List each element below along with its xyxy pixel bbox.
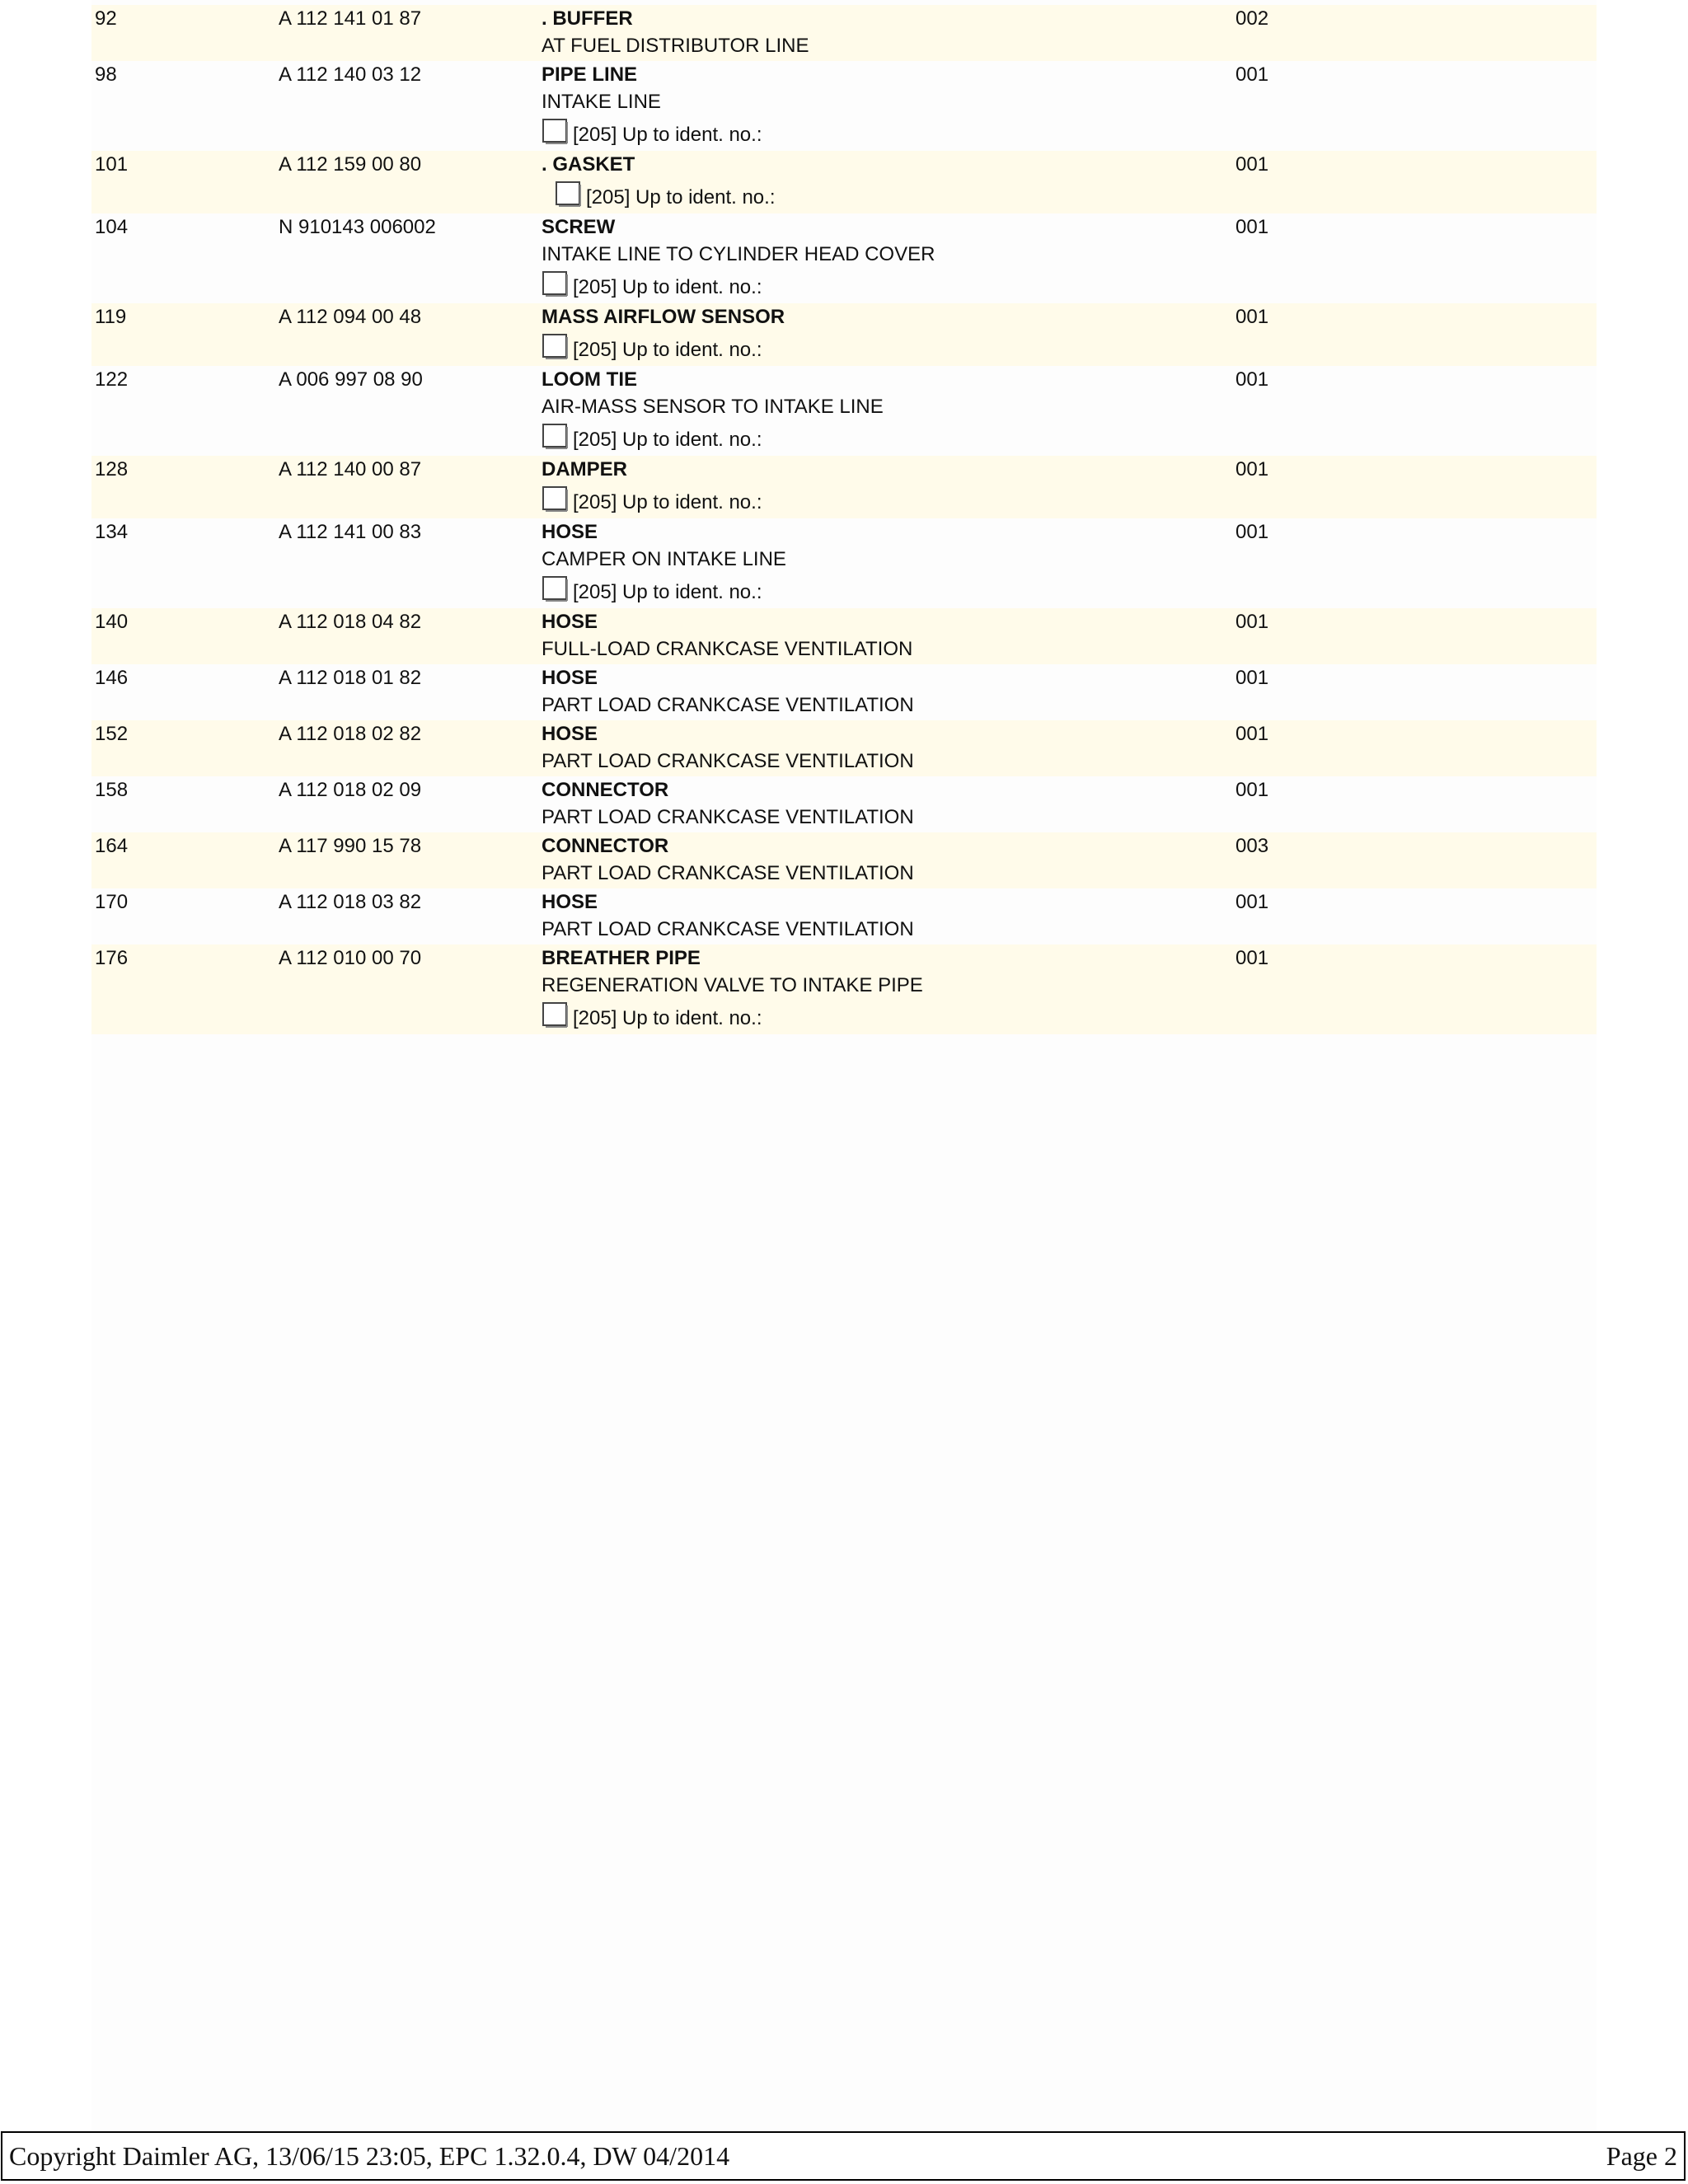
part-title: . BUFFER	[542, 7, 633, 30]
part-number: A 112 018 02 82	[279, 723, 422, 745]
part-subtitle: AIR-MASS SENSOR TO INTAKE LINE	[542, 396, 884, 418]
part-description	[542, 151, 776, 211]
footnote-text: [205] Up to ident. no.:	[573, 581, 762, 603]
quantity: 001	[1236, 779, 1269, 801]
footnote-icon[interactable]	[542, 118, 570, 145]
part-number: A 112 018 01 82	[279, 667, 422, 689]
parts-row	[91, 888, 1597, 944]
page-number: Page 2	[1606, 2141, 1677, 2171]
part-title: CONNECTOR	[542, 779, 669, 801]
part-title: . GASKET	[542, 153, 635, 176]
parts-row	[91, 608, 1597, 664]
position-number: 134	[95, 521, 129, 543]
position-number: 152	[95, 723, 129, 745]
position-number: 92	[95, 7, 117, 30]
parts-row	[91, 151, 1597, 213]
part-number: A 112 010 00 70	[279, 947, 422, 969]
quantity: 002	[1236, 7, 1269, 30]
footnote-reference[interactable]	[542, 178, 776, 211]
part-description	[542, 944, 923, 1032]
part-title: HOSE	[542, 891, 598, 913]
footnote-text: [205] Up to ident. no.:	[573, 491, 762, 513]
part-subtitle: PART LOAD CRANKCASE VENTILATION	[542, 694, 914, 716]
quantity: 001	[1236, 458, 1269, 480]
part-title: SCREW	[542, 216, 616, 238]
position-number: 146	[95, 667, 129, 689]
position-number: 140	[95, 611, 129, 633]
footnote-icon[interactable]	[542, 423, 570, 450]
parts-row	[91, 213, 1597, 303]
footnote-icon[interactable]	[542, 1001, 570, 1029]
part-title: HOSE	[542, 521, 598, 543]
footnote-icon[interactable]	[555, 180, 583, 208]
part-title: DAMPER	[542, 458, 628, 480]
position-number: 98	[95, 63, 117, 86]
part-number: A 112 159 00 80	[279, 153, 422, 176]
position-number: 119	[95, 306, 127, 328]
position-number: 164	[95, 835, 129, 857]
footnote-text: [205] Up to ident. no.:	[573, 1007, 762, 1029]
part-number: A 112 141 00 83	[279, 521, 422, 543]
part-subtitle: PART LOAD CRANKCASE VENTILATION	[542, 862, 914, 884]
footnote-text: [205] Up to ident. no.:	[573, 429, 762, 451]
part-number: A 112 018 03 82	[279, 891, 422, 913]
part-subtitle: FULL-LOAD CRANKCASE VENTILATION	[542, 638, 913, 660]
quantity: 001	[1236, 368, 1269, 391]
part-description	[542, 61, 762, 148]
part-title: MASS AIRFLOW SENSOR	[542, 306, 785, 328]
part-subtitle: AT FUEL DISTRIBUTOR LINE	[542, 35, 809, 57]
position-number: 170	[95, 891, 129, 913]
position-number: 101	[95, 153, 129, 176]
parts-row	[91, 518, 1597, 608]
parts-row	[91, 303, 1597, 366]
part-subtitle: PART LOAD CRANKCASE VENTILATION	[542, 806, 914, 828]
quantity: 001	[1236, 306, 1269, 328]
part-number: A 112 140 03 12	[279, 63, 422, 86]
quantity: 001	[1236, 947, 1269, 969]
copyright-text: Copyright Daimler AG, 13/06/15 23:05, EPC 1.32.0.4, DW 04/2014	[9, 2141, 730, 2171]
part-description	[542, 518, 786, 606]
footnote-text: [205] Up to ident. no.:	[573, 124, 762, 146]
parts-row	[91, 720, 1597, 776]
part-description	[542, 776, 914, 831]
footnote-icon[interactable]	[542, 485, 570, 513]
part-number: A 112 018 04 82	[279, 611, 422, 633]
quantity: 001	[1236, 153, 1269, 176]
part-description	[542, 303, 785, 363]
footnote-reference[interactable]	[542, 483, 762, 516]
part-number: A 006 997 08 90	[279, 368, 423, 391]
quantity: 001	[1236, 63, 1269, 86]
quantity: 001	[1236, 521, 1269, 543]
part-subtitle: CAMPER ON INTAKE LINE	[542, 548, 786, 570]
part-title: LOOM TIE	[542, 368, 637, 391]
footnote-reference[interactable]	[542, 268, 935, 301]
part-number: A 112 141 01 87	[279, 7, 422, 30]
part-description	[542, 5, 809, 59]
part-title: BREATHER PIPE	[542, 947, 701, 969]
part-title: PIPE LINE	[542, 63, 638, 86]
position-number: 176	[95, 947, 129, 969]
part-title: HOSE	[542, 723, 598, 745]
parts-row	[91, 456, 1597, 518]
footnote-reference[interactable]	[542, 420, 884, 453]
part-number: A 112 094 00 48	[279, 306, 422, 328]
quantity: 001	[1236, 611, 1269, 633]
part-description	[542, 832, 914, 887]
part-description	[542, 720, 914, 775]
footnote-icon[interactable]	[542, 270, 570, 298]
position-number: 158	[95, 779, 129, 801]
part-description	[542, 664, 914, 719]
part-title: HOSE	[542, 611, 598, 633]
position-number: 122	[95, 368, 129, 391]
parts-row	[91, 832, 1597, 888]
footnote-icon[interactable]	[542, 333, 570, 360]
footnote-reference[interactable]	[542, 330, 785, 363]
parts-row	[91, 776, 1597, 832]
part-subtitle: INTAKE LINE TO CYLINDER HEAD COVER	[542, 243, 935, 265]
part-subtitle: INTAKE LINE	[542, 91, 661, 113]
page-footer	[1, 2131, 1686, 2181]
position-number: 104	[95, 216, 129, 238]
part-description	[542, 608, 912, 663]
parts-row	[91, 5, 1597, 61]
part-description	[542, 366, 884, 453]
footnote-text: [205] Up to ident. no.:	[586, 186, 776, 209]
parts-row	[91, 366, 1597, 456]
part-subtitle: PART LOAD CRANKCASE VENTILATION	[542, 750, 914, 772]
quantity: 003	[1236, 835, 1269, 857]
part-subtitle: REGENERATION VALVE TO INTAKE PIPE	[542, 974, 923, 996]
part-number: N 910143 006002	[279, 216, 436, 238]
parts-table	[91, 5, 1597, 1034]
quantity: 001	[1236, 891, 1269, 913]
quantity: 001	[1236, 216, 1269, 238]
parts-row	[91, 664, 1597, 720]
part-number: A 112 018 02 09	[279, 779, 422, 801]
footnote-text: [205] Up to ident. no.:	[573, 339, 762, 361]
footnote-icon[interactable]	[542, 575, 570, 602]
footnote-reference[interactable]	[542, 999, 923, 1032]
part-description	[542, 888, 914, 943]
footnote-reference[interactable]	[542, 573, 786, 606]
part-description	[542, 213, 935, 301]
part-number: A 117 990 15 78	[279, 835, 422, 857]
part-subtitle: PART LOAD CRANKCASE VENTILATION	[542, 918, 914, 940]
part-title: HOSE	[542, 667, 598, 689]
part-title: CONNECTOR	[542, 835, 669, 857]
footnote-text: [205] Up to ident. no.:	[573, 276, 762, 298]
footnote-reference[interactable]	[542, 115, 762, 148]
quantity: 001	[1236, 723, 1269, 745]
part-number: A 112 140 00 87	[279, 458, 422, 480]
part-description	[542, 456, 762, 516]
parts-row	[91, 61, 1597, 151]
parts-row	[91, 944, 1597, 1034]
position-number: 128	[95, 458, 129, 480]
quantity: 001	[1236, 667, 1269, 689]
